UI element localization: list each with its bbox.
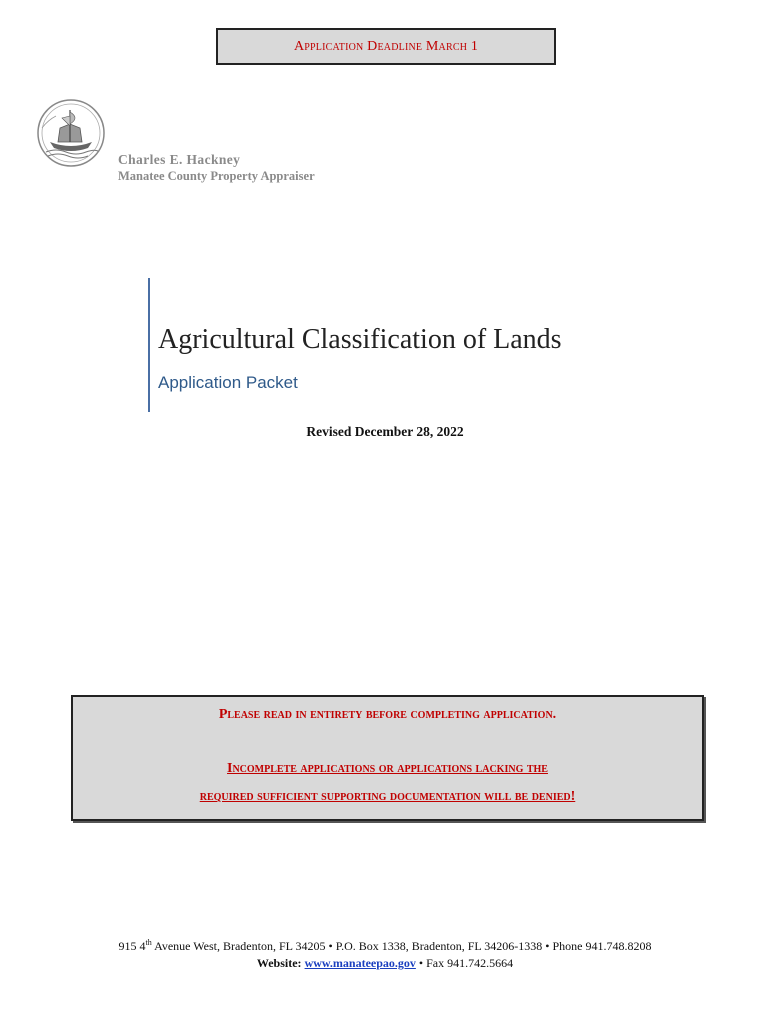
website-link[interactable]: www.manateepao.gov	[304, 956, 416, 970]
address-ordinal: th	[145, 938, 152, 947]
footer-contact	[0, 938, 770, 972]
address-details: Avenue West, Bradenton, FL 34205 • P.O. Box 1338, Bradenton, FL 34206-1338 • Phone 941.748.8208	[151, 939, 652, 953]
title-accent-rule	[148, 278, 150, 412]
footer-web-line	[0, 955, 770, 972]
important-notice-box	[71, 695, 704, 821]
document-title: Agricultural Classification of Lands	[158, 324, 562, 355]
revised-date: Revised December 28, 2022	[306, 424, 464, 439]
appraiser-block	[118, 152, 315, 184]
notice-read-entirety: Please read in entirety before completing application.	[218, 707, 557, 722]
deadline-banner	[216, 28, 556, 65]
address-number: 915 4	[118, 939, 146, 953]
appraiser-name: Charles E. Hackney	[118, 152, 241, 167]
county-seal-logo	[36, 98, 106, 168]
deadline-text: Application Deadline March 1	[293, 38, 479, 54]
footer-address-line	[0, 938, 770, 955]
appraiser-title: Manatee County Property Appraiser	[118, 169, 315, 183]
notice-incomplete-line2: required sufficient supporting documentation will be denied!	[199, 789, 576, 804]
website-label: Website:	[256, 956, 302, 970]
document-subtitle: Application Packet	[158, 373, 298, 392]
fax-number: • Fax 941.742.5664	[415, 956, 514, 970]
notice-incomplete-line1: Incomplete applications or applications lacking the	[227, 761, 548, 776]
